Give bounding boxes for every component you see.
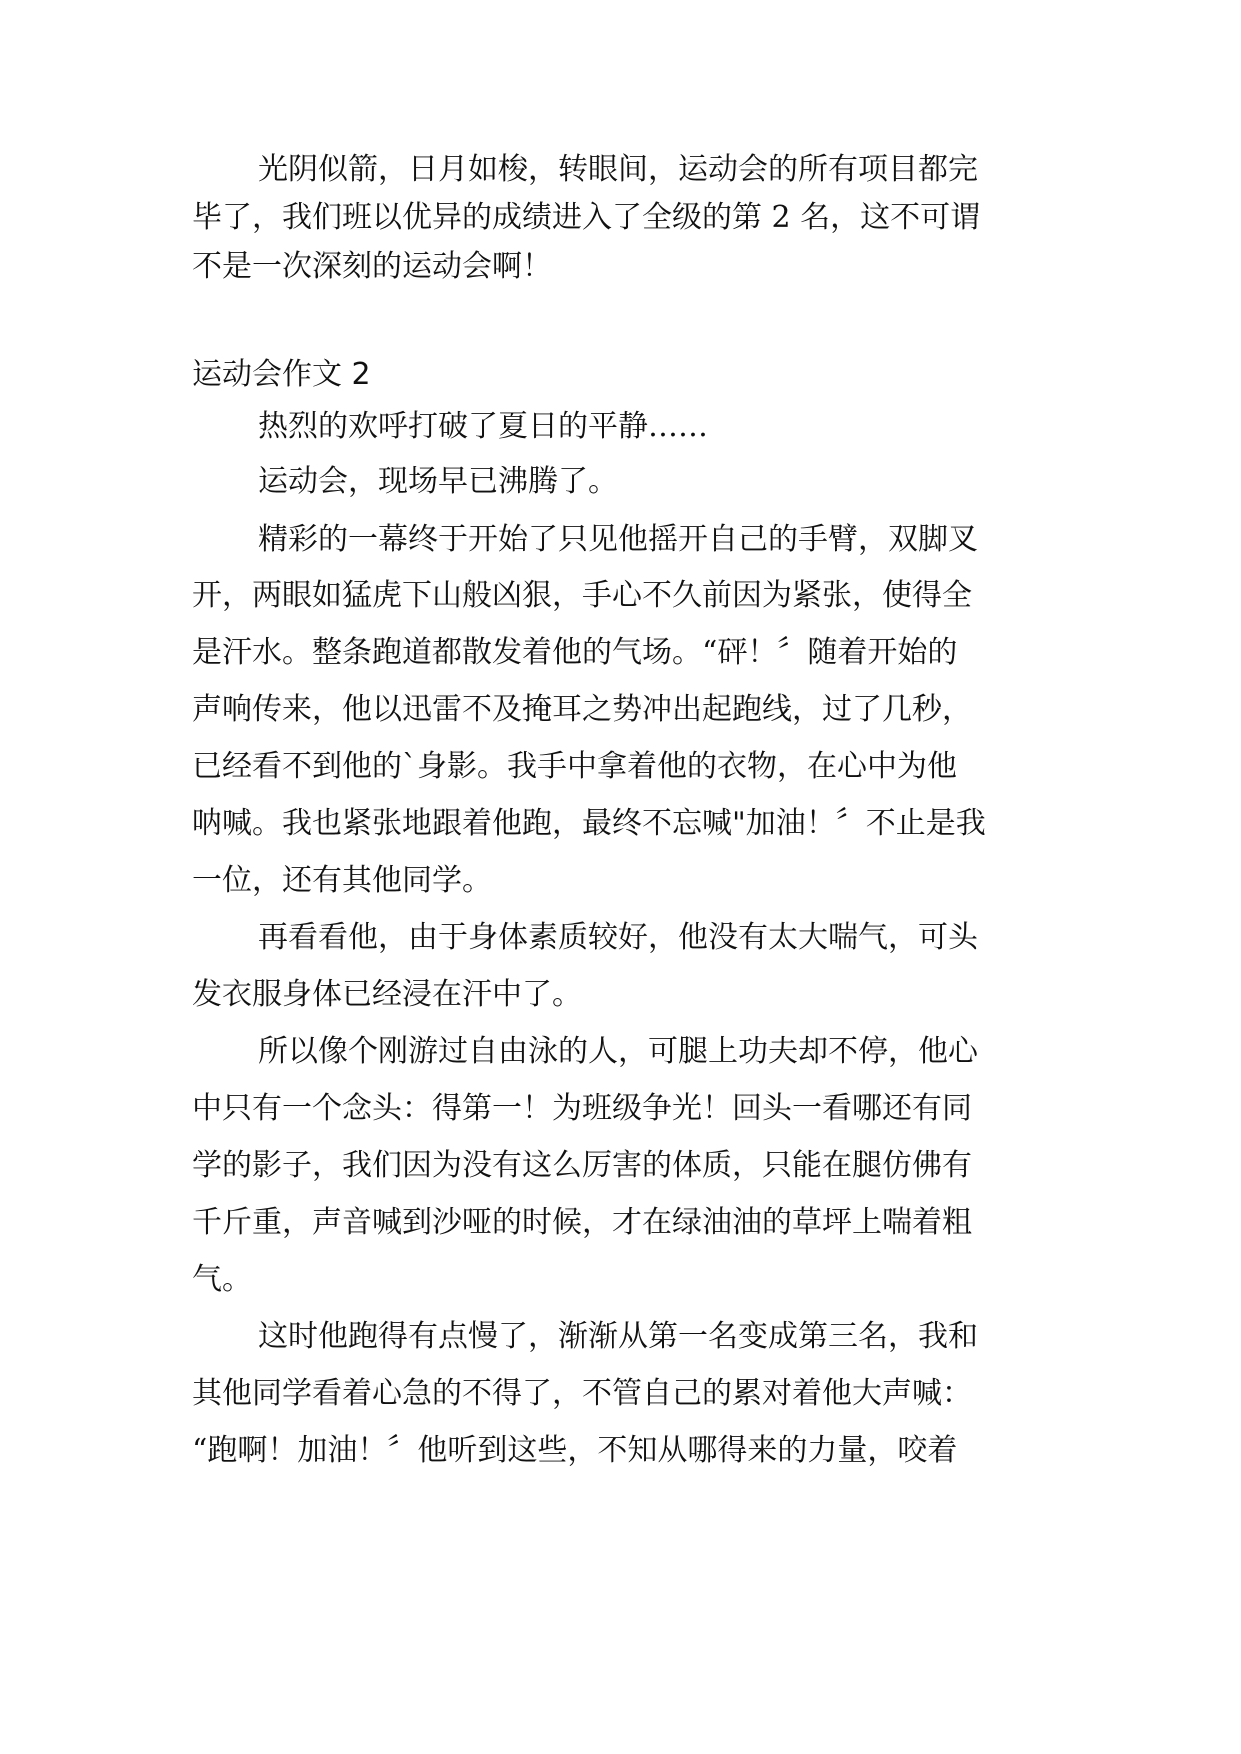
paragraph-line: 中只有一个念头：得第一！为班级争光！回头一看哪还有同 — [192, 1091, 972, 1126]
paragraph-line: 千斤重，声音喊到沙哑的时候，才在绿油油的草坪上喘着粗 — [192, 1205, 972, 1240]
paragraph-line: 再看看他，由于身体素质较好，他没有太大喘气，可头 — [258, 920, 978, 955]
paragraph-line: 不是一次深刻的运动会啊！ — [192, 249, 552, 284]
paragraph-line: 精彩的一幕终于开始了只见他摇开自己的手臂，双脚叉 — [258, 522, 978, 557]
paragraph-line: 呐喊。我也紧张地跟着他跑，最终不忘喊"加油！〞不止是我 — [192, 806, 986, 841]
paragraph-line: “跑啊！加油！〞他听到这些，不知从哪得来的力量，咬着 — [192, 1433, 958, 1468]
paragraph-line: 开，两眼如猛虎下山般凶狠，手心不久前因为紧张，使得全 — [192, 578, 972, 613]
paragraph-line: 光阴似箭，日月如梭，转眼间，运动会的所有项目都完 — [258, 152, 978, 187]
paragraph-line: 已经看不到他的`身影。我手中拿着他的衣物，在心中为他 — [192, 749, 957, 784]
paragraph-line: 所以像个刚游过自由泳的人，可腿上功夫却不停，他心 — [258, 1034, 978, 1069]
paragraph-line: 学的影子，我们因为没有这么厉害的体质，只能在腿仿佛有 — [192, 1148, 972, 1183]
paragraph-line: 运动会，现场早已沸腾了。 — [258, 464, 618, 499]
paragraph-line: 声响传来，他以迅雷不及掩耳之势冲出起跑线，过了几秒， — [192, 692, 972, 727]
paragraph-line: 一位，还有其他同学。 — [192, 863, 492, 898]
paragraph-line: 发衣服身体已经浸在汗中了。 — [192, 977, 582, 1012]
paragraph-line: 热烈的欢呼打破了夏日的平静…… — [258, 409, 708, 444]
paragraph-line: 其他同学看着心急的不得了，不管自己的累对着他大声喊： — [192, 1376, 972, 1411]
paragraph-line: 是汗水。整条跑道都散发着他的气场。“砰！〞随着开始的 — [192, 635, 958, 670]
paragraph-line: 气。 — [192, 1262, 252, 1297]
section-heading: 运动会作文 2 — [192, 357, 371, 392]
paragraph-line: 这时他跑得有点慢了，渐渐从第一名变成第三名，我和 — [258, 1319, 978, 1354]
paragraph-line: 毕了，我们班以优异的成绩进入了全级的第 2 名，这不可谓 — [192, 200, 981, 235]
